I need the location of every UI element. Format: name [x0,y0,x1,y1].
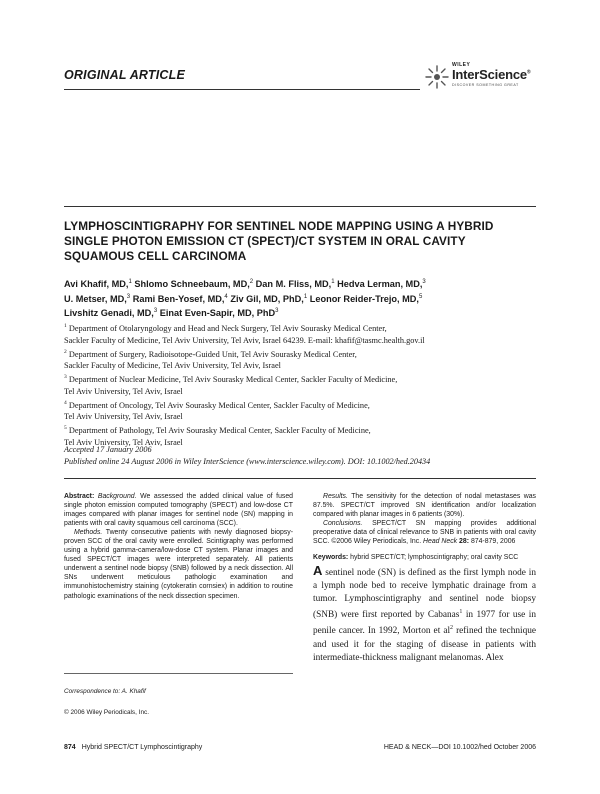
abstract-left-column [64,492,293,601]
title-rule [64,206,536,207]
logo-wiley-text: WILEY [452,62,471,68]
author: Ziv Gil, MD, PhD,$^1$ [230,293,308,304]
published-line: Published online 24 August 2006 in Wiley InterScience (www.interscience.wiley.com). DOI: 10.1002/hed.20434 [64,456,431,466]
abstract-results: Results. The sensitivity for the detection of nodal metastases was 87.5%. SPECT/CT improved SN identification and/or localization compared with planar images in 6 patients (30%). [313,493,536,519]
author-list [64,276,536,320]
author: Avi Khafif, MD,$^1$ [64,279,132,290]
author: Hedva Lerman, MD,$^3$ [337,279,426,290]
starburst-icon [424,64,450,90]
author: Rami Ben-Yosef, MD,$^4$ [132,293,228,304]
author: Livshitz Genadi, MD,$^3$ [64,308,158,319]
wiley-interscience-logo [424,62,540,96]
article-title: LYMPHOSCINTIGRAPHY FOR SENTINEL NODE MAPPING USING A HYBRID SINGLE PHOTON EMISSION CT (SPECT)/CT SYSTEM IN ORAL CAVITY SQUAMOUS CELL CARCINOMA [64,219,494,263]
keywords: Keywords: hybrid SPECT/CT; lymphoscintigraphy; oral cavity SCC [313,554,519,562]
logo-brand-text: InterScience® [452,67,531,82]
affiliation: $^1$ Department of Otolaryngology and Head and Neck Surgery, Tel Aviv Sourasky Medical Center, Sackler Faculty of Medicine, Tel Aviv University, Tel Aviv, Israel 64239. E-mail: khafif@tasmc.health.gov.il [64,323,425,345]
author: Leonor Reider-Trejo, MD,$^5$ [309,293,423,304]
drop-cap: A [313,563,323,578]
publication-dates [64,444,536,467]
author: Shlomo Schneebaum, MD,$^2$ [134,279,254,290]
section-label: ORIGINAL ARTICLE [64,68,186,82]
abstract-methods: Methods. Twenty consecutive patients with newly diagnosed biopsy-proven SCC of the oral cavity were enrolled. Scintigraphy was performed using a hybrid gamma-camera/low-dose CT system. Planar images and fused SPECT/CT images were interpreted separately. All patients underwent a sentinel node biopsy (SNB) followed by a neck dissection. All SNs underwent meticulous pathologic examination and immunohistochemistry staining (cytokeratin cornsiex) in addition to routine pathologic examinations of the neck dissection specimen. [64,529,293,600]
affiliations [64,321,536,449]
copyright-note: © 2006 Wiley Periodicals, Inc. [64,709,149,716]
affiliation: $^2$ Department of Surgery, Radioisotope-Guided Unit, Tel Aviv Sourasky Medical Center, Sackler Faculty of Medicine, Tel Aviv University, Tel Aviv, Israel [64,348,357,371]
affiliation: $^3$ Department of Nuclear Medicine, Tel Aviv Sourasky Medical Center, Sackler Faculty of Medicine, Tel Aviv University, Tel Aviv, Israel [64,374,398,396]
author: Einat Even-Sapir, MD, PhD$^3$ [159,308,279,319]
abstract-background: Abstract: Background. We assessed the added clinical value of fused single photon emission computed tomography (SPECT) and low-dose CT images compared with planar images for sentinel node (SN) mapping in patients with oral cavity squamous cell carcinoma (SCC). [64,493,294,528]
header-rule [64,89,420,90]
correspondence-note: Correspondence to: A. Khafif [64,688,146,695]
abstract-conclusions: Conclusions. SPECT/CT SN mapping provides additional preoperative data of clinical relevance to SNB in patients with oral cavity SCC. ©2006 Wiley Periodicals, Inc. Head Neck 28: 874-879, 2006 [313,520,536,546]
affiliation: $^5$ Department of Pathology, Tel Aviv Sourasky Medical Center, Sackler Faculty of Medicine, Tel Aviv University, Tel Aviv, Israel [64,425,371,447]
affiliation: $^4$ Department of Oncology, Tel Aviv Sourasky Medical Center, Sackler Faculty of Medicine, Tel Aviv University, Tel Aviv, Israel [64,399,370,422]
logo-tagline: DISCOVER SOMETHING GREAT [452,83,519,87]
intro-paragraph: A sentinel node (SN) is defined as the first lymph node in a lymph node bed to receive lymphatic drainage from a tumor. Lymphoscintigraphy and sentinel node biopsy (SNB) were first reported by Cabanas$^1$ in 1977 for use in penile cancer. In 1992, Morton et $al^2$ refined the technique and used it for the staging of disease in patients with intermediate-thickness malignant melanomas. Alex [313,563,536,663]
author: Dan M. Fliss, MD,$^1$ [255,279,335,290]
page-number: 874 [64,744,76,751]
dates-rule [64,478,536,479]
author: U. Metser, MD,$^3$ [64,293,131,304]
footnote-rule [64,673,293,674]
accepted-date: Accepted 17 January 2006 [64,445,152,454]
running-title: Hybrid SPECT/CT Lymphoscintigraphy [81,744,203,751]
abstract-right-column [313,492,536,562]
page-footer-left [64,744,202,751]
page-footer-right: HEAD & NECK—DOI 10.1002/hed October 2006 [383,744,536,751]
